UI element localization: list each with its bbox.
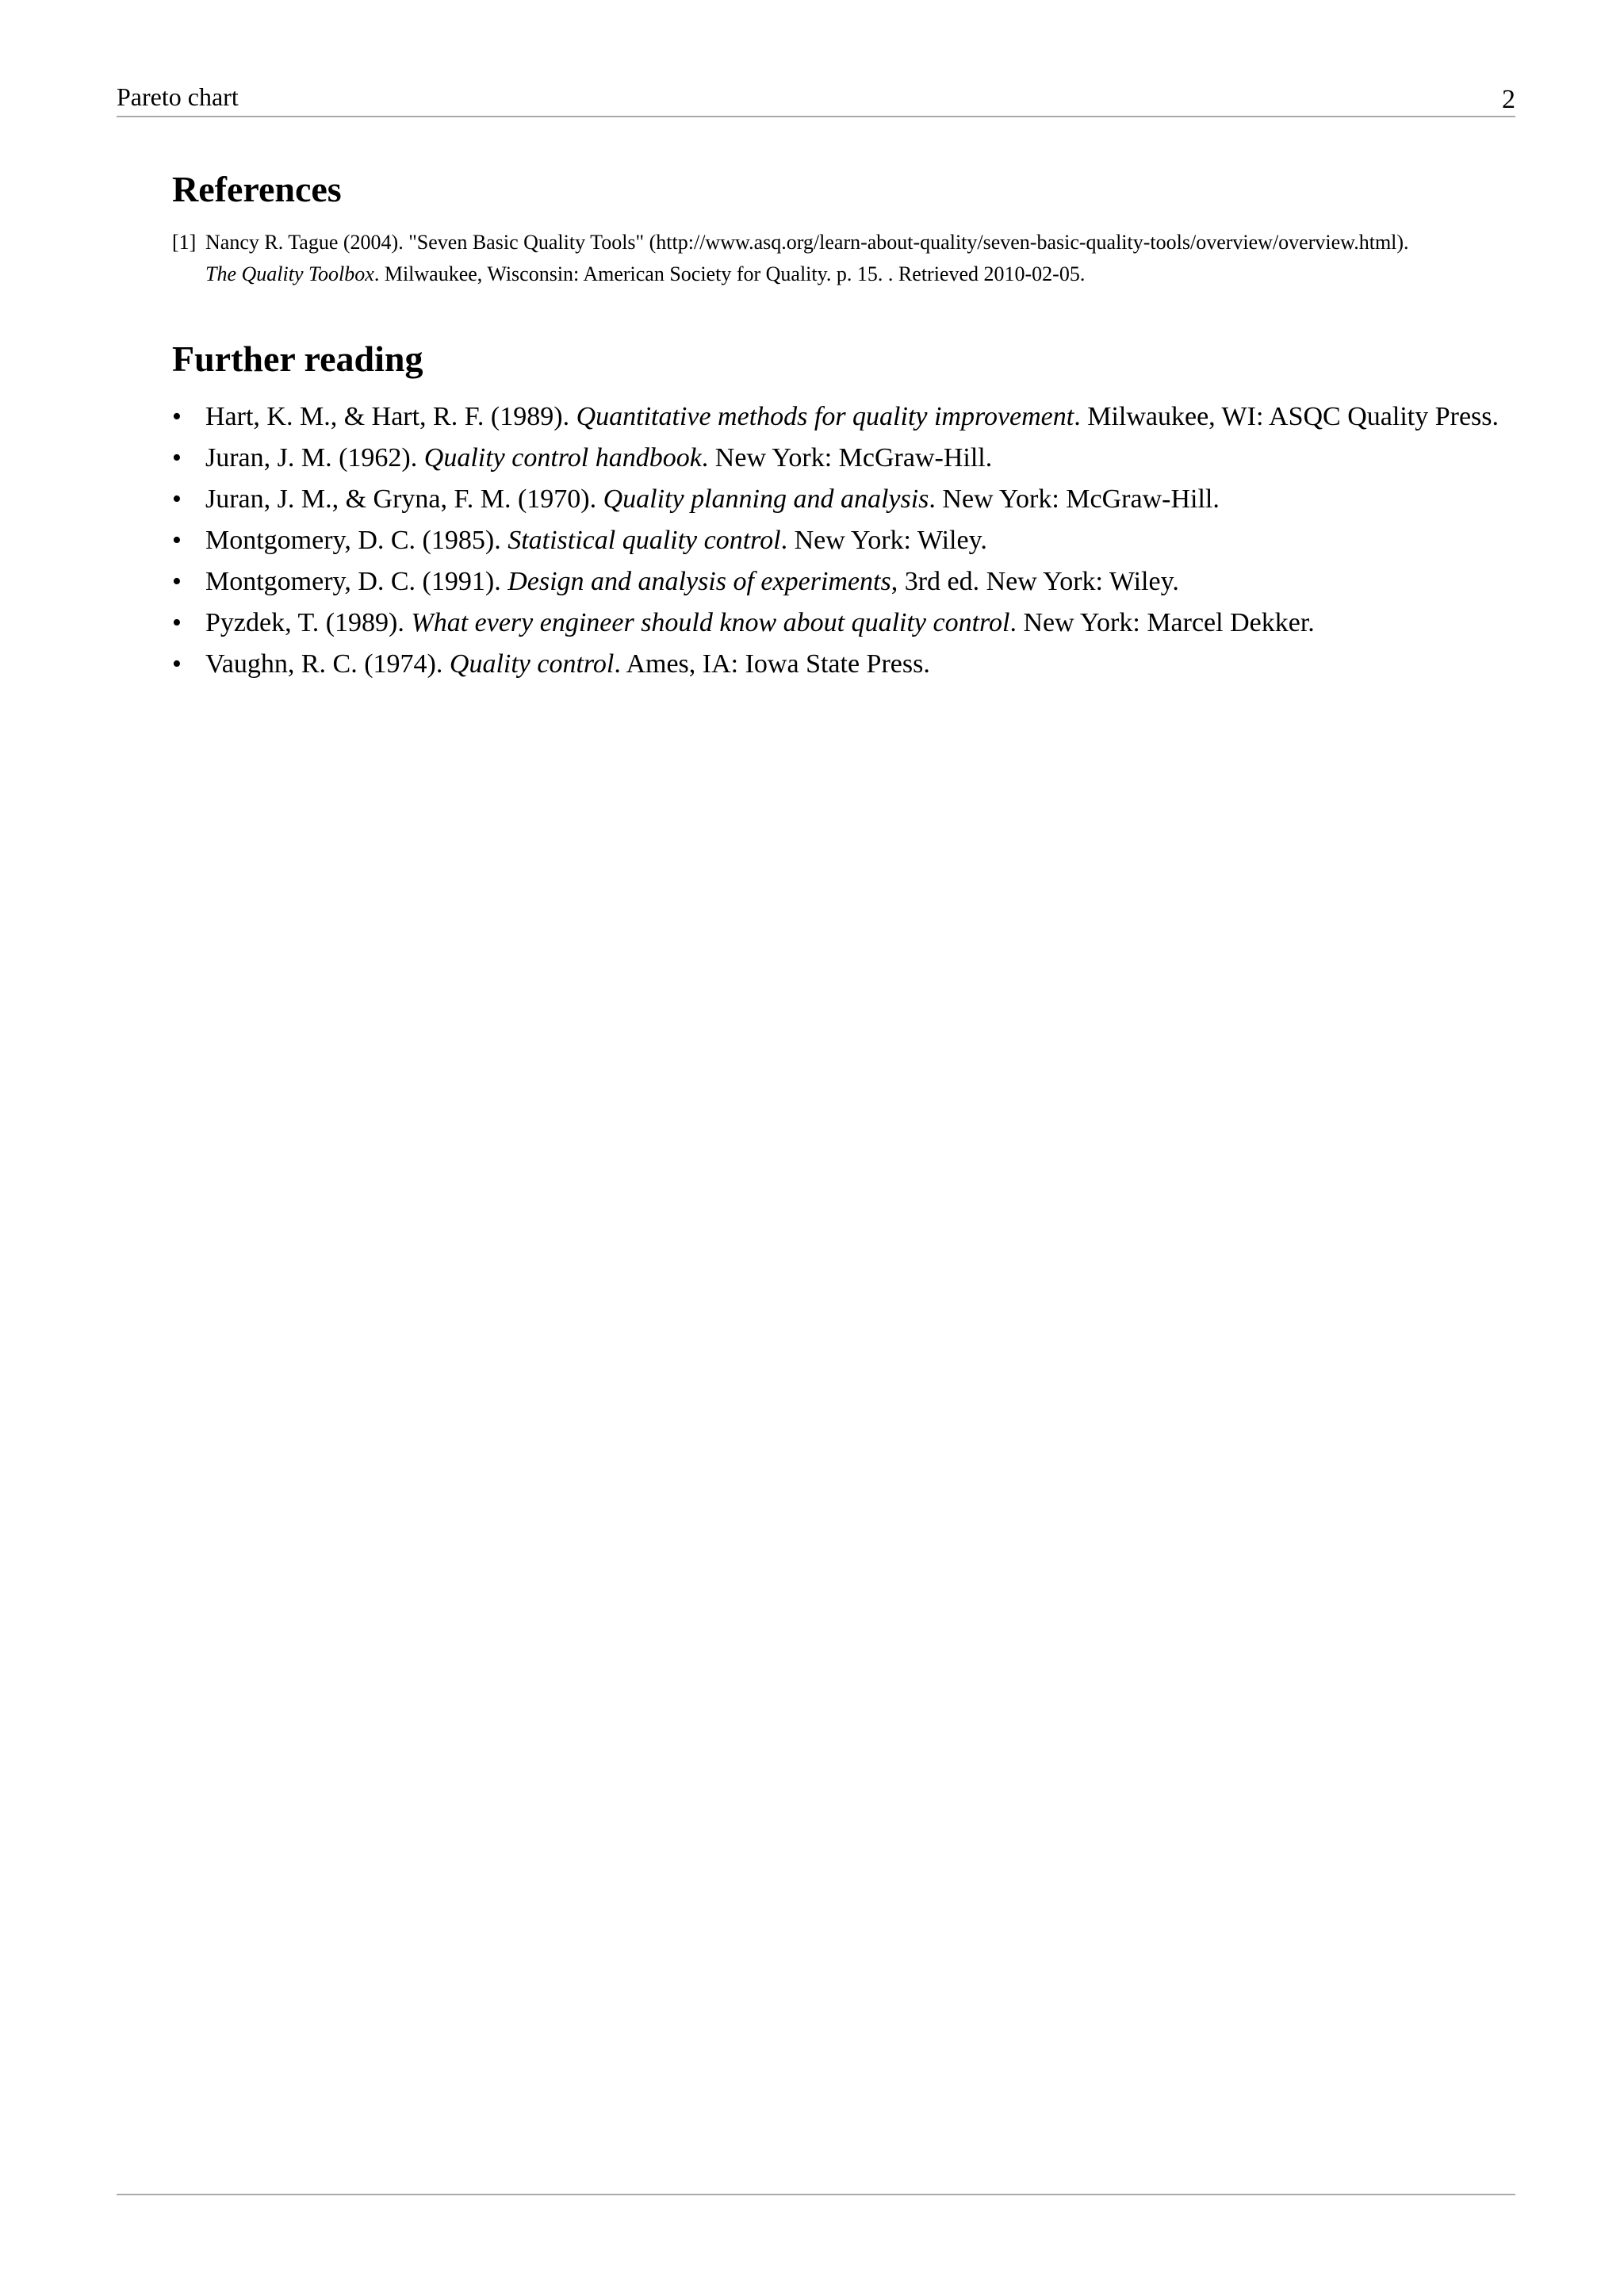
bullet-icon: • xyxy=(172,608,182,637)
references-heading: References xyxy=(172,169,342,209)
bullet-icon: • xyxy=(172,649,182,679)
list-item xyxy=(172,396,1530,438)
further-reading-list xyxy=(172,396,1520,685)
item-text-tail: , 3rd ed. New York: Wiley. xyxy=(891,567,1179,596)
reference-text[interactable]: Nancy R. Tague (2004). "Seven Basic Quality Tools" (http://www.asq.org/learn-about-quality/seven-basic-quality-tools/overview/overview.html). xyxy=(205,231,1409,254)
reference-item xyxy=(172,227,1442,290)
item-title: Statistical quality control xyxy=(508,526,781,555)
references-list xyxy=(172,227,1520,290)
reference-title: The Quality Toolbox xyxy=(205,262,374,285)
bullet-icon: • xyxy=(172,484,182,514)
item-text: Montgomery, D. C. (1985). xyxy=(205,526,508,555)
item-text: Pyzdek, T. (1989). xyxy=(205,608,412,637)
reference-text-tail: . Milwaukee, Wisconsin: American Society for Quality. p. 15. . Retrieved 2010-02-05. xyxy=(373,262,1086,285)
list-item xyxy=(172,603,1530,644)
further-reading-heading: Further reading xyxy=(172,339,423,379)
list-item xyxy=(172,520,1530,561)
item-title: Quality planning and analysis xyxy=(603,484,929,514)
reference-number: [1] xyxy=(172,231,197,254)
item-text: Hart, K. M., & Hart, R. F. (1989). xyxy=(205,402,576,431)
item-text-tail: . Milwaukee, WI: ASQC Quality Press. xyxy=(1074,402,1500,431)
bullet-icon: • xyxy=(172,567,182,596)
list-item xyxy=(172,561,1530,603)
list-item xyxy=(172,644,1530,685)
item-text-tail: . New York: McGraw-Hill. xyxy=(929,484,1220,514)
item-text: Juran, J. M. (1962). xyxy=(205,443,424,473)
running-title: Pareto chart xyxy=(117,82,239,111)
item-title: Design and analysis of experiments xyxy=(508,567,891,596)
item-text: Montgomery, D. C. (1991). xyxy=(205,567,508,596)
item-text: Juran, J. M., & Gryna, F. M. (1970). xyxy=(205,484,603,514)
list-item xyxy=(172,479,1530,520)
item-text-tail: . Ames, IA: Iowa State Press. xyxy=(614,649,930,679)
item-text-tail: . New York: McGraw-Hill. xyxy=(701,443,993,473)
item-title: Quantitative methods for quality improvement xyxy=(576,402,1074,431)
item-text-tail: . New York: Wiley. xyxy=(780,526,987,555)
item-title: Quality control xyxy=(449,649,615,679)
page-header xyxy=(117,78,1515,117)
item-title: Quality control handbook xyxy=(423,443,702,473)
item-text-tail: . New York: Marcel Dekker. xyxy=(1009,608,1315,637)
item-text: Vaughn, R. C. (1974). xyxy=(205,649,450,679)
bullet-icon: • xyxy=(172,402,182,431)
page-number: 2 xyxy=(1502,85,1515,114)
page-content xyxy=(172,159,1520,685)
bullet-icon: • xyxy=(172,443,182,473)
bullet-icon: • xyxy=(172,526,182,555)
list-item xyxy=(172,438,1530,479)
footer-rule xyxy=(117,2194,1515,2195)
item-title: What every engineer should know about quality control xyxy=(411,608,1010,637)
